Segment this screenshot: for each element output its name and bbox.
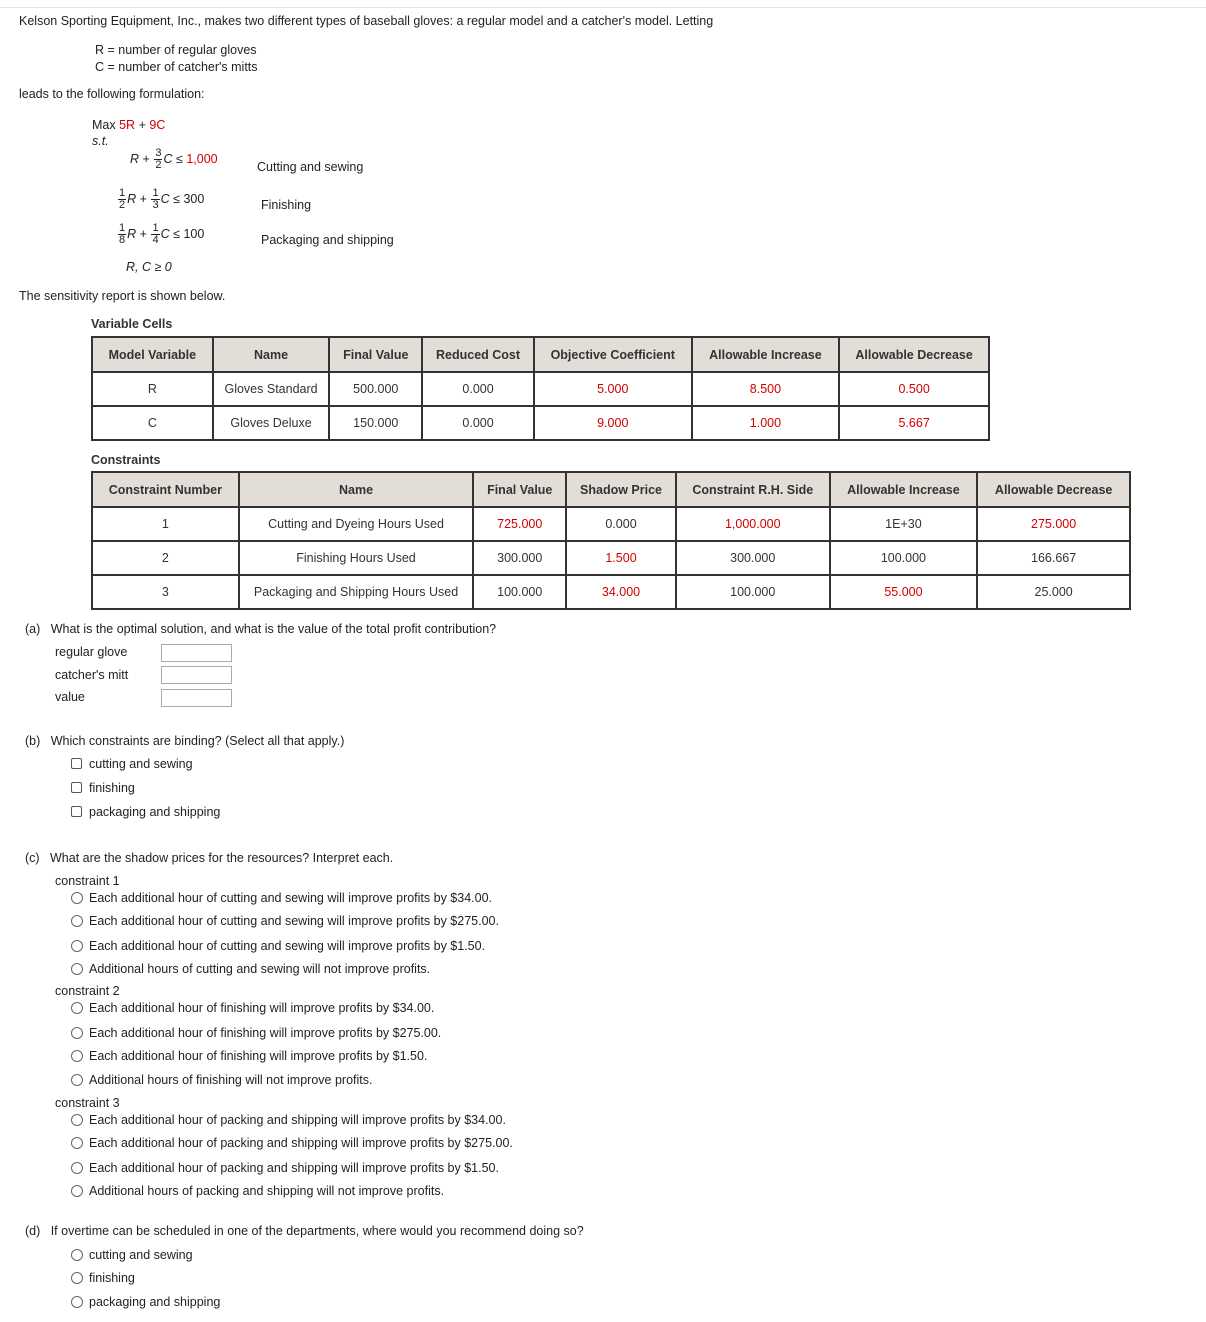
c2-frac-r: $\frac{1}{2}$ bbox=[119, 187, 126, 211]
checkbox-option-packaging[interactable]: packaging and shipping bbox=[71, 805, 220, 819]
constraints-header: Allowable Increase bbox=[830, 472, 978, 507]
variable-cells-header: Model Variable bbox=[92, 337, 213, 372]
constraints-cell: Packaging and Shipping Hours Used bbox=[239, 575, 474, 609]
c2-radio-option[interactable]: Additional hours of finishing will not improve profits. bbox=[71, 1073, 372, 1087]
c1-radio-option[interactable]: Each additional hour of cutting and sewing will improve profits by $275.00. bbox=[71, 914, 499, 928]
model-constraint-3 bbox=[117, 223, 204, 246]
c1-plus: + bbox=[142, 151, 150, 166]
variable-cells-cell: 150.000 bbox=[329, 406, 422, 440]
c2-frac-c: $\frac{1}{3}$ bbox=[152, 187, 159, 211]
constraints-cell: 275.000 bbox=[977, 507, 1130, 541]
variable-cells-title: Variable Cells bbox=[91, 317, 173, 331]
constraints-header: Shadow Price bbox=[566, 472, 676, 507]
question-a bbox=[25, 622, 496, 636]
constraint-3-group-title: constraint 3 bbox=[55, 1096, 120, 1110]
variable-cells-cell: 1.000 bbox=[692, 406, 840, 440]
c2-radio-option[interactable]: Each additional hour of finishing will improve profits by $34.00. bbox=[71, 1001, 434, 1015]
variable-cells-cell: Gloves Deluxe bbox=[213, 406, 330, 440]
model-constraint-1 bbox=[130, 148, 218, 171]
variable-cells-cell: R bbox=[92, 372, 213, 406]
radio-button[interactable] bbox=[71, 1137, 83, 1149]
variable-cells-header: Allowable Increase bbox=[692, 337, 840, 372]
field-label-value: value bbox=[55, 690, 85, 704]
constraints-cell: 100.000 bbox=[473, 575, 566, 609]
c2-var-c: C bbox=[160, 191, 170, 206]
variable-cells-cell: C bbox=[92, 406, 213, 440]
table-row bbox=[92, 507, 1130, 541]
constraints-cell: 300.000 bbox=[676, 541, 830, 575]
variable-cells-cell: 8.500 bbox=[692, 372, 840, 406]
constraints-cell: 725.000 bbox=[473, 507, 566, 541]
question-c-label: (c) bbox=[25, 851, 40, 865]
constraints-cell: 1 bbox=[92, 507, 239, 541]
table-row bbox=[92, 575, 1130, 609]
question-c-text: What are the shadow prices for the resources? Interpret each. bbox=[50, 851, 394, 865]
c2-rhs: 300 bbox=[183, 191, 205, 206]
definition-r: R = number of regular gloves bbox=[95, 43, 257, 57]
c2-plus: + bbox=[139, 191, 147, 206]
c3-rel: ≤ bbox=[173, 226, 180, 241]
constraints-cell: 300.000 bbox=[473, 541, 566, 575]
radio-button[interactable] bbox=[71, 1185, 83, 1197]
c1-rhs: 1,000 bbox=[186, 151, 218, 166]
question-a-label: (a) bbox=[25, 622, 41, 636]
constraints-header: Constraint Number bbox=[92, 472, 239, 507]
question-b-text: Which constraints are binding? (Select all that apply.) bbox=[50, 734, 345, 748]
table-row bbox=[92, 372, 989, 406]
constraints-header: Constraint R.H. Side bbox=[676, 472, 830, 507]
radio-button[interactable] bbox=[71, 1162, 83, 1174]
objective-line bbox=[92, 118, 165, 132]
checkbox-option-cutting[interactable]: cutting and sewing bbox=[71, 757, 193, 771]
table-row bbox=[92, 406, 989, 440]
radio-button[interactable] bbox=[71, 1050, 83, 1062]
radio-button[interactable] bbox=[71, 1002, 83, 1014]
c3-var-r: R bbox=[127, 226, 137, 241]
constraints-cell: 25.000 bbox=[977, 575, 1130, 609]
radio-button[interactable] bbox=[71, 1296, 83, 1308]
c1-radio-option[interactable]: Additional hours of cutting and sewing will not improve profits. bbox=[71, 962, 430, 976]
variable-cells-cell: Gloves Standard bbox=[213, 372, 330, 406]
nonnegativity: R, C ≥ 0 bbox=[126, 260, 172, 274]
radio-button[interactable] bbox=[71, 1074, 83, 1086]
variable-cells-cell: 5.000 bbox=[534, 372, 692, 406]
constraints-cell: 55.000 bbox=[830, 575, 978, 609]
checkbox-option-finishing[interactable]: finishing bbox=[71, 781, 135, 795]
variable-cells-table bbox=[91, 336, 990, 441]
c2-var-r: R bbox=[127, 191, 137, 206]
overtime-radio-packaging[interactable]: packaging and shipping bbox=[71, 1295, 220, 1309]
variable-cells-header: Final Value bbox=[329, 337, 422, 372]
variable-cells-header: Allowable Decrease bbox=[839, 337, 989, 372]
field-label-catchers-mitt: catcher's mitt bbox=[55, 668, 129, 682]
variable-cells-cell: 9.000 bbox=[534, 406, 692, 440]
leads-text: leads to the following formulation: bbox=[19, 87, 205, 101]
radio-button[interactable] bbox=[71, 1249, 83, 1261]
constraints-cell: 100.000 bbox=[676, 575, 830, 609]
max-label: Max bbox=[92, 118, 116, 132]
question-d-label: (d) bbox=[25, 1224, 41, 1238]
c1-var-r: R bbox=[130, 151, 140, 166]
subject-to: s.t. bbox=[92, 134, 109, 148]
constraint-2-group-title: constraint 2 bbox=[55, 984, 120, 998]
radio-button[interactable] bbox=[71, 1027, 83, 1039]
radio-button[interactable] bbox=[71, 940, 83, 952]
question-b-label: (b) bbox=[25, 734, 41, 748]
constraints-cell: Cutting and Dyeing Hours Used bbox=[239, 507, 474, 541]
field-label-regular-glove: regular glove bbox=[55, 645, 128, 659]
objective-coef-c: 9C bbox=[149, 118, 166, 132]
regular-glove-input[interactable] bbox=[161, 644, 232, 662]
c3-radio-option[interactable]: Each additional hour of packing and shipping will improve profits by $275.00. bbox=[71, 1136, 513, 1150]
radio-button[interactable] bbox=[71, 915, 83, 927]
checkbox[interactable] bbox=[71, 782, 82, 793]
radio-button[interactable] bbox=[71, 892, 83, 904]
c2-rel: ≤ bbox=[173, 191, 180, 206]
c2-radio-option[interactable]: Each additional hour of finishing will improve profits by $1.50. bbox=[71, 1049, 427, 1063]
intro-text: Kelson Sporting Equipment, Inc., makes two different types of baseball gloves: a regular model and a catcher's model. Letting bbox=[19, 14, 714, 28]
c1-label: Cutting and sewing bbox=[257, 160, 364, 174]
constraints-cell: 166.667 bbox=[977, 541, 1130, 575]
variable-cells-header: Reduced Cost bbox=[422, 337, 534, 372]
top-divider bbox=[0, 7, 1206, 8]
sensitivity-intro: The sensitivity report is shown below. bbox=[19, 289, 226, 303]
question-b bbox=[25, 734, 344, 748]
c3-radio-option[interactable]: Additional hours of packing and shipping will not improve profits. bbox=[71, 1184, 444, 1198]
radio-button[interactable] bbox=[71, 1114, 83, 1126]
overtime-radio-cutting[interactable]: cutting and sewing bbox=[71, 1248, 193, 1262]
c3-plus: + bbox=[139, 226, 147, 241]
checkbox[interactable] bbox=[71, 758, 82, 769]
c2-label: Finishing bbox=[261, 198, 312, 212]
table-row bbox=[92, 541, 1130, 575]
c3-rhs: 100 bbox=[183, 226, 205, 241]
checkbox[interactable] bbox=[71, 806, 82, 817]
constraints-cell: 2 bbox=[92, 541, 239, 575]
variable-cells-cell: 0.000 bbox=[422, 372, 534, 406]
c2-radio-option[interactable]: Each additional hour of finishing will improve profits by $275.00. bbox=[71, 1026, 441, 1040]
variable-cells-cell: 0.000 bbox=[422, 406, 534, 440]
constraints-cell: 1,000.000 bbox=[676, 507, 830, 541]
constraints-header: Allowable Decrease bbox=[977, 472, 1130, 507]
radio-button[interactable] bbox=[71, 963, 83, 975]
c1-radio-option[interactable]: Each additional hour of cutting and sewing will improve profits by $1.50. bbox=[71, 939, 485, 953]
c1-var-c: C bbox=[163, 151, 173, 166]
c1-rel: ≤ bbox=[175, 151, 183, 166]
c3-frac-c: $\frac{1}{4}$ bbox=[152, 222, 159, 246]
radio-button[interactable] bbox=[71, 1272, 83, 1284]
objective-plus: + bbox=[138, 118, 146, 132]
question-d-text: If overtime can be scheduled in one of the departments, where would you recommend doing so? bbox=[50, 1224, 584, 1238]
constraints-cell: Finishing Hours Used bbox=[239, 541, 474, 575]
constraints-title: Constraints bbox=[91, 453, 161, 467]
definition-c: C = number of catcher's mitts bbox=[95, 60, 258, 74]
question-a-text: What is the optimal solution, and what is the value of the total profit contribution? bbox=[50, 622, 497, 636]
constraints-cell: 3 bbox=[92, 575, 239, 609]
c3-label: Packaging and shipping bbox=[261, 233, 394, 247]
c3-radio-option[interactable]: Each additional hour of packing and shipping will improve profits by $34.00. bbox=[71, 1113, 506, 1127]
c1-radio-option[interactable]: Each additional hour of cutting and sewing will improve profits by $34.00. bbox=[71, 891, 492, 905]
constraints-cell: 1E+30 bbox=[830, 507, 978, 541]
c3-radio-option[interactable]: Each additional hour of packing and shipping will improve profits by $1.50. bbox=[71, 1161, 499, 1175]
variable-cells-cell: 0.500 bbox=[839, 372, 989, 406]
constraints-cell: 0.000 bbox=[566, 507, 676, 541]
constraints-header: Name bbox=[239, 472, 474, 507]
overtime-radio-finishing[interactable]: finishing bbox=[71, 1271, 135, 1285]
variable-cells-cell: 5.667 bbox=[839, 406, 989, 440]
constraints-header: Final Value bbox=[473, 472, 566, 507]
c3-frac-r: $\frac{1}{8}$ bbox=[119, 222, 126, 246]
objective-coef-r: 5R bbox=[119, 118, 136, 132]
constraints-cell: 100.000 bbox=[830, 541, 978, 575]
variable-cells-header: Objective Coefficient bbox=[534, 337, 692, 372]
c3-var-c: C bbox=[160, 226, 170, 241]
model-constraint-2 bbox=[117, 188, 204, 211]
c1-frac-c: $\frac{3}{2}$ bbox=[155, 147, 162, 171]
constraints-cell: 34.000 bbox=[566, 575, 676, 609]
question-d bbox=[25, 1224, 584, 1238]
constraints-cell: 1.500 bbox=[566, 541, 676, 575]
catchers-mitt-input[interactable] bbox=[161, 666, 232, 684]
variable-cells-header: Name bbox=[213, 337, 330, 372]
constraints-table bbox=[91, 471, 1131, 610]
value-input[interactable] bbox=[161, 689, 232, 707]
question-c bbox=[25, 851, 393, 865]
variable-cells-cell: 500.000 bbox=[329, 372, 422, 406]
constraint-1-group-title: constraint 1 bbox=[55, 874, 120, 888]
